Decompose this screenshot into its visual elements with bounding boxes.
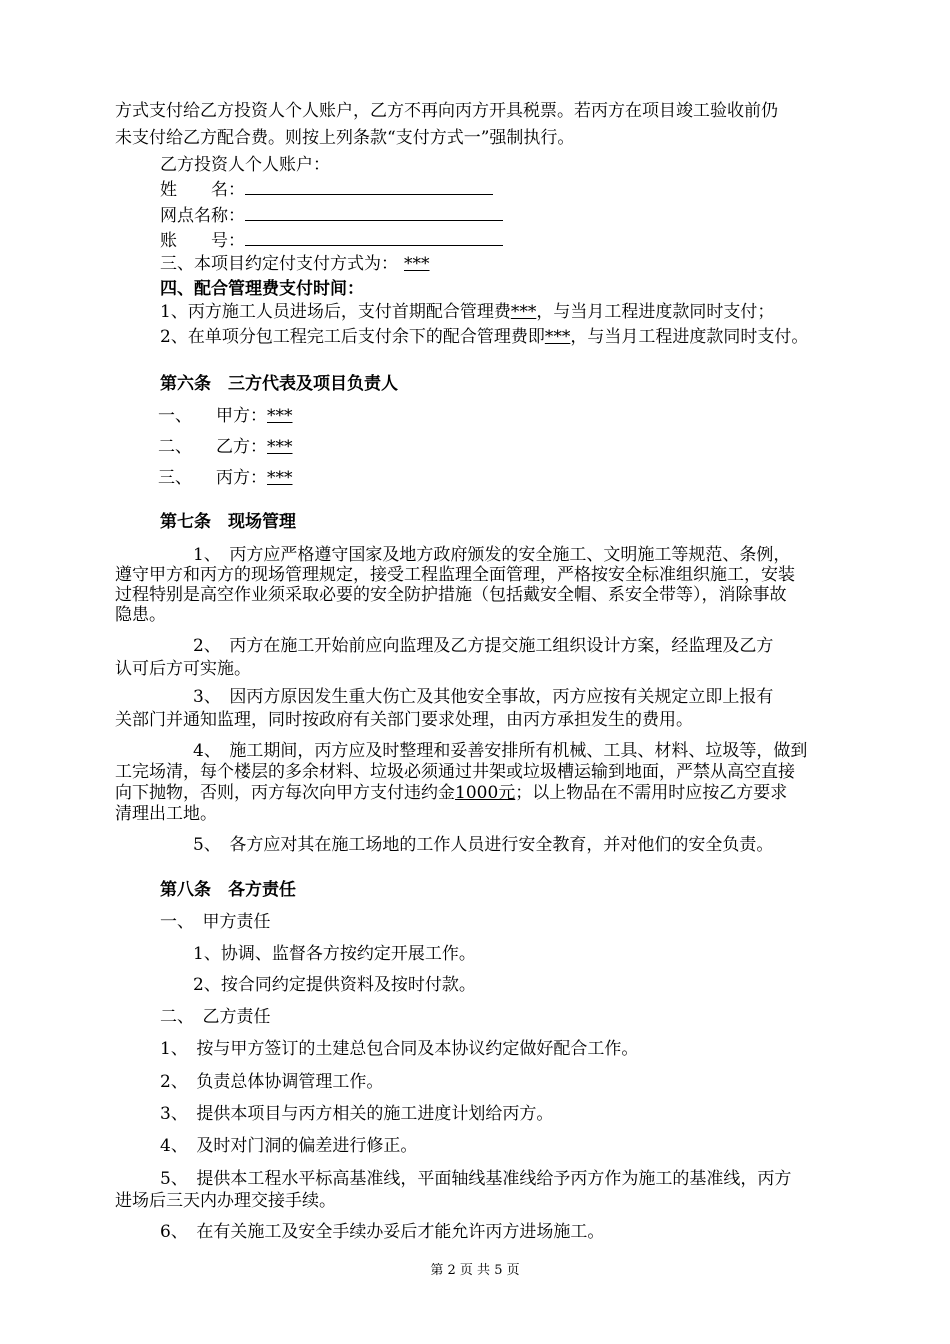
party-a-item: 1、协调、监督各方按约定开展工作。 — [193, 944, 476, 964]
clause-7-1-line: 1、 丙方应严格遵守国家及地方政府颁发的安全施工、文明施工等规范、条例， — [193, 545, 791, 565]
body-line: 方式支付给乙方投资人个人账户，乙方不再向丙方开具税票。若丙方在项目竣工验收前仍 — [115, 101, 778, 121]
account-field-row — [160, 228, 503, 252]
article-6-title: 第六条 三方代表及项目负责人 — [160, 374, 398, 394]
representative-label: 乙方： — [216, 437, 267, 457]
party-b-item: 5、 提供本工程水平标高基准线，平面轴线基准线给予丙方作为施工的基准线，丙方 — [160, 1169, 792, 1189]
clause-7-4-text: 向下抛物，否则，丙方每次向甲方支付违约金 — [115, 783, 455, 803]
clause-7-3-line: 3、 因丙方原因发生重大伤亡及其他安全事故，丙方应按有关规定立即上报有 — [193, 687, 774, 707]
clause-7-1-line: 遵守甲方和丙方的现场管理规定，接受工程监理全面管理，严格按安全标准组织施工，安装 — [115, 565, 795, 585]
party-a-heading: 一、 甲方责任 — [160, 912, 271, 932]
fee-time-heading: 四、配合管理费支付时间： — [160, 279, 364, 299]
payment-method-value: *** — [404, 254, 430, 274]
fee-item-1-value: *** — [510, 302, 537, 322]
name-blank — [245, 177, 493, 195]
party-b-heading: 二、 乙方责任 — [160, 1007, 271, 1027]
fee-item-2 — [160, 326, 808, 348]
fee-item-1 — [160, 301, 774, 323]
page-footer: 第 2 页 共 5 页 — [430, 1263, 520, 1278]
clause-7-2-line: 认可后方可实施。 — [115, 659, 251, 679]
clause-7-2-line: 2、 丙方在施工开始前应向监理及乙方提交施工组织设计方案，经监理及乙方 — [193, 636, 774, 656]
name-label: 姓 名： — [160, 180, 245, 200]
representative-number: 二、 — [158, 437, 192, 457]
branch-field-row — [160, 203, 503, 227]
party-a-item: 2、按合同约定提供资料及按时付款。 — [193, 975, 476, 995]
clause-7-4-line: 工完场清，每个楼层的多余材料、垃圾必须通过井架或垃圾槽运输到地面，严禁从高空直接 — [115, 762, 795, 782]
payment-method-line — [160, 253, 436, 275]
penalty-amount: 1000元 — [455, 783, 516, 803]
clause-7-1-line: 隐患。 — [115, 605, 166, 625]
clause-7-4-line: 清理出工地。 — [115, 804, 217, 824]
representative-number: 三、 — [158, 468, 192, 488]
clause-7-5-line: 5、 各方应对其在施工场地的工作人员进行安全教育，并对他们的安全负责。 — [193, 835, 774, 855]
clause-7-4-tail: ；以上物品在不需用时应按乙方要求 — [515, 783, 788, 803]
clause-7-3-line: 关部门并通知监理，同时按政府有关部门要求处理，由丙方承担发生的费用。 — [115, 710, 693, 730]
representative-label: 丙方： — [216, 468, 267, 488]
representative-row — [158, 436, 293, 458]
representative-label: 甲方： — [216, 406, 267, 426]
body-line: 未支付给乙方配合费。则按上列条款“支付方式一”强制执行。 — [115, 128, 575, 148]
branch-blank — [245, 203, 503, 221]
fee-item-2-value: *** — [544, 327, 571, 347]
representative-row — [158, 467, 293, 489]
representative-row — [158, 405, 293, 427]
representative-value: *** — [267, 468, 293, 488]
fee-item-1-tail: ，与当月工程进度款同时支付； — [536, 302, 775, 322]
clause-7-1-line: 过程特别是高空作业须采取必要的安全防护措施（包括戴安全帽、系安全带等），消除事故 — [115, 585, 787, 605]
article-7-title: 第七条 现场管理 — [160, 512, 296, 532]
representative-value: *** — [267, 437, 293, 457]
article-8-title: 第八条 各方责任 — [160, 880, 296, 900]
representative-number: 一、 — [158, 406, 192, 426]
party-b-item: 进场后三天内办理交接手续。 — [115, 1191, 336, 1211]
fee-item-2-text: 2、在单项分包工程完工后支付余下的配合管理费即 — [160, 327, 545, 347]
party-b-item: 3、 提供本项目与丙方相关的施工进度计划给丙方。 — [160, 1104, 554, 1124]
representative-value: *** — [267, 406, 293, 426]
clause-7-4-line — [115, 782, 787, 804]
party-b-item: 1、 按与甲方签订的土建总包合同及本协议约定做好配合工作。 — [160, 1039, 639, 1059]
account-label: 账 号： — [160, 231, 245, 251]
fee-item-1-text: 1、丙方施工人员进场后，支付首期配合管理费 — [160, 302, 511, 322]
fee-item-2-tail: ，与当月工程进度款同时支付。 — [570, 327, 809, 347]
party-b-item: 2、 负责总体协调管理工作。 — [160, 1072, 384, 1092]
name-field-row — [160, 177, 493, 201]
branch-label: 网点名称： — [160, 206, 245, 226]
clause-7-4-line: 4、 施工期间，丙方应及时整理和妥善安排所有机械、工具、材料、垃圾等，做到 — [193, 741, 808, 761]
account-title: 乙方投资人个人账户： — [160, 155, 330, 175]
party-b-item: 6、 在有关施工及安全手续办妥后才能允许丙方进场施工。 — [160, 1222, 605, 1242]
account-blank — [245, 228, 503, 246]
party-b-item: 4、 及时对门洞的偏差进行修正。 — [160, 1136, 418, 1156]
payment-method-label: 三、本项目约定付支付方式为： — [160, 254, 398, 274]
